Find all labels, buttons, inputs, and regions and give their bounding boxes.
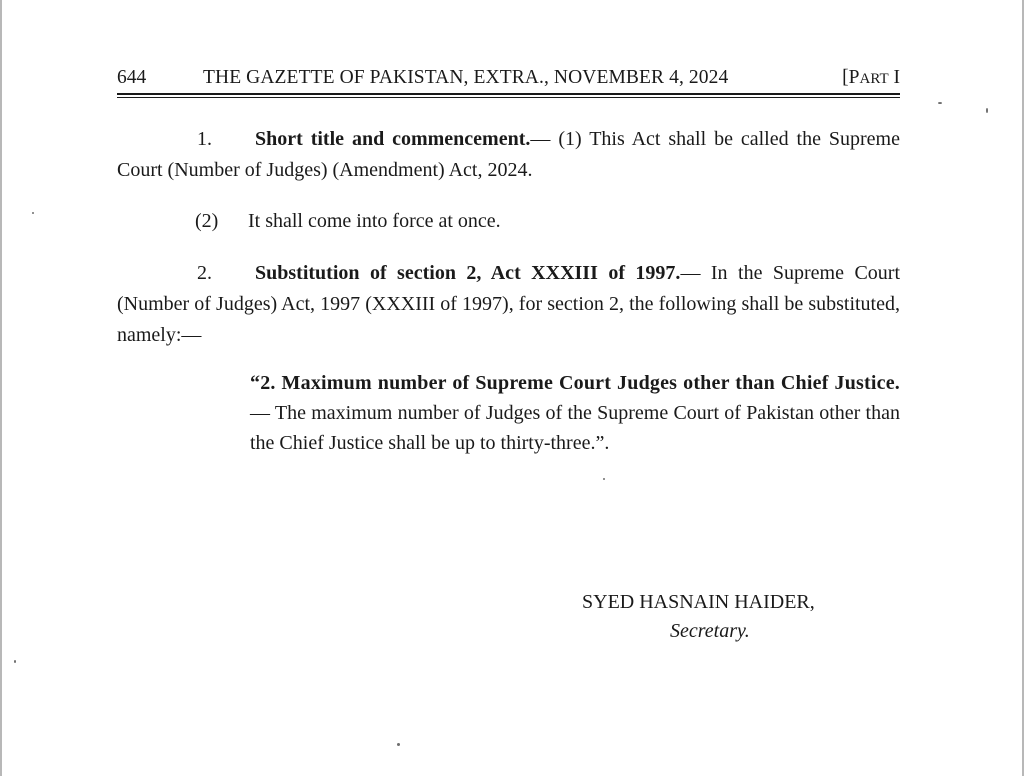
- scan-speck: [603, 478, 605, 480]
- part-label-open: [P: [842, 67, 860, 88]
- substituted-section-quote: [250, 368, 900, 458]
- scan-speck: [32, 212, 34, 214]
- section-text: — In the Supreme Court (Number of Judges) Act, 1997 (XXXIII of 1997), for section 2, the following shall be substituted, namely:—: [117, 262, 900, 346]
- section-heading: Substitution of section 2, Act XXXIII of 1997.: [255, 262, 681, 284]
- signatory-name: SYED HASNAIN HAIDER,: [582, 591, 815, 613]
- scan-speck: [938, 102, 942, 104]
- scan-speck: [14, 660, 16, 663]
- part-label: [842, 64, 900, 93]
- section-number: 2.: [197, 262, 212, 284]
- scan-speck: [986, 108, 988, 113]
- section-text: — (1) This Act shall be called the Supreme Court (Number of Judges) (Amendment) Act, 2024.: [117, 128, 900, 181]
- signature-block: [582, 588, 902, 646]
- part-label-numeral: I: [888, 67, 900, 88]
- section-heading: Short title and commencement.: [255, 128, 531, 150]
- quote-heading: “2. Maximum number of Supreme Court Judges other than Chief Justice.: [250, 372, 900, 394]
- gazette-header: [117, 64, 900, 92]
- part-label-caps: ART: [859, 71, 889, 87]
- section-1-short-title: [117, 124, 900, 186]
- header-rule-thin: [117, 97, 900, 98]
- page-edge-left: [0, 0, 2, 776]
- scan-speck: [397, 743, 400, 746]
- signatory-title: Secretary.: [670, 620, 750, 642]
- subsection-text: It shall come into force at once.: [248, 210, 501, 232]
- page-number: 644: [117, 67, 147, 88]
- quote-text: — The maximum number of Judges of the Supreme Court of Pakistan other than the Chief Justice shall be up to thirty-three.”.: [250, 402, 900, 454]
- section-1-subsection-2: [195, 206, 695, 237]
- section-2-substitution: [117, 258, 900, 351]
- header-rule-thick: [117, 93, 900, 95]
- subsection-number: (2): [195, 210, 219, 232]
- gazette-title: THE GAZETTE OF PAKISTAN, EXTRA., NOVEMBER 4, 2024: [203, 67, 729, 88]
- section-number: 1.: [197, 128, 212, 150]
